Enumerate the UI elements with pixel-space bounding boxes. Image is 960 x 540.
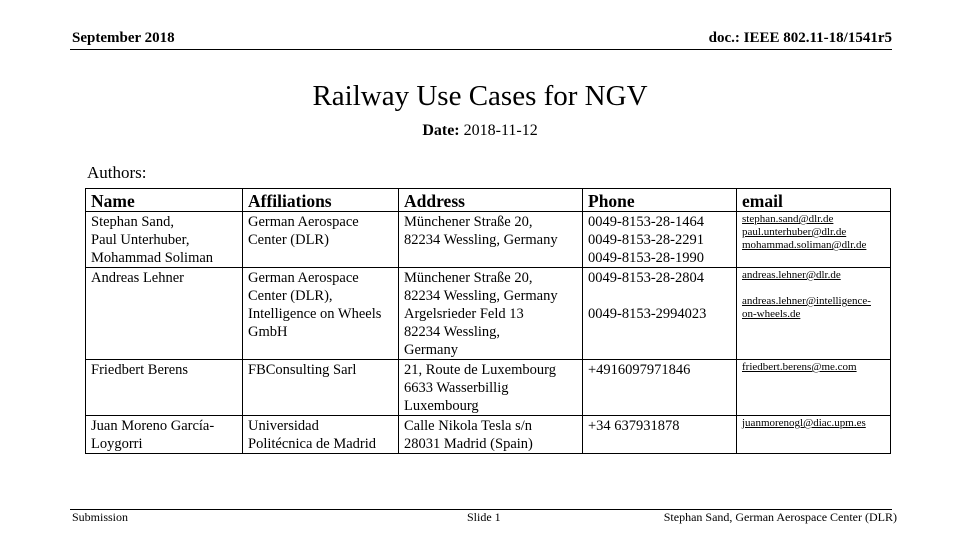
email-link[interactable]: paul.unterhuber@dlr.de	[742, 226, 847, 238]
header-rule	[70, 49, 892, 50]
cell-text: GmbH	[248, 324, 288, 340]
date-value: 2018-11-12	[463, 122, 538, 139]
cell-spacer	[588, 287, 733, 305]
column-header-email: email	[737, 189, 891, 212]
cell-text: Mohammad Soliman	[91, 250, 214, 266]
cell-phone	[583, 360, 737, 416]
cell-text: Germany	[404, 342, 458, 358]
cell-text: Argelsrieder Feld 13	[404, 306, 524, 322]
header-doc-id: doc.: IEEE 802.11-18/1541r5	[708, 30, 892, 46]
cell-text: Luxembourg	[404, 398, 479, 414]
cell-email	[737, 416, 891, 454]
cell-text: Andreas Lehner	[91, 270, 184, 286]
cell-address	[399, 416, 583, 454]
table-row	[86, 416, 891, 454]
header-date: September 2018	[72, 30, 175, 46]
cell-spacer	[742, 282, 887, 295]
cell-email	[737, 212, 891, 268]
column-header-name: Name	[86, 189, 243, 212]
footer-author: Stephan Sand, German Aerospace Center (DLR)	[663, 510, 897, 524]
date-label: Date:	[422, 122, 460, 139]
cell-text: 82234 Wessling, Germany	[404, 232, 558, 248]
cell-text: 0049-8153-28-1990	[588, 250, 704, 266]
cell-text: +34 637931878	[588, 418, 680, 434]
cell-email	[737, 268, 891, 360]
cell-email	[737, 360, 891, 416]
cell-text: Münchener Straße 20,	[404, 214, 533, 230]
cell-address	[399, 212, 583, 268]
authors-table	[85, 188, 891, 454]
cell-text: Politécnica de Madrid	[248, 436, 377, 452]
cell-text: 0049-8153-28-2804	[588, 270, 704, 286]
email-link[interactable]: mohammad.soliman@dlr.de	[742, 239, 867, 251]
cell-text: Loygorri	[91, 436, 143, 452]
cell-text: 28031 Madrid (Spain)	[404, 436, 533, 452]
slide-title: Railway Use Cases for NGV	[312, 80, 648, 112]
column-header-affiliations: Affiliations	[243, 189, 399, 212]
cell-affiliation	[243, 360, 399, 416]
cell-affiliation	[243, 268, 399, 360]
column-header-phone: Phone	[583, 189, 737, 212]
footer-submission: Submission	[72, 510, 129, 524]
cell-text: Universidad	[248, 418, 319, 434]
cell-text: +4916097971846	[588, 362, 691, 378]
cell-name	[86, 360, 243, 416]
cell-text: German Aerospace	[248, 214, 359, 230]
cell-text: Calle Nikola Tesla s/n	[404, 418, 532, 434]
cell-phone	[583, 268, 737, 360]
cell-text: Center (DLR),	[248, 288, 333, 304]
cell-phone	[583, 416, 737, 454]
email-link[interactable]: andreas.lehner@intelligence-	[742, 295, 871, 307]
cell-name	[86, 212, 243, 268]
cell-text: German Aerospace	[248, 270, 359, 286]
email-link[interactable]: juanmorenogl@diac.upm.es	[742, 417, 866, 429]
cell-text: 6633 Wasserbillig	[404, 380, 509, 396]
email-link[interactable]: friedbert.berens@me.com	[742, 361, 857, 373]
cell-text: 82234 Wessling, Germany	[404, 288, 558, 304]
cell-name	[86, 416, 243, 454]
table-row	[86, 360, 891, 416]
cell-phone	[583, 212, 737, 268]
cell-text: Friedbert Berens	[91, 362, 189, 378]
cell-address	[399, 268, 583, 360]
cell-text: Paul Unterhuber,	[91, 232, 190, 248]
table-row	[86, 212, 891, 268]
cell-text: Juan Moreno García-	[91, 418, 215, 434]
cell-affiliation	[243, 212, 399, 268]
cell-text: 0049-8153-28-2291	[588, 232, 704, 248]
column-header-address: Address	[399, 189, 583, 212]
cell-text: 0049-8153-28-1464	[588, 214, 704, 230]
table-header-row	[86, 189, 891, 212]
date-line	[0, 122, 960, 140]
cell-text: 0049-8153-2994023	[588, 306, 707, 322]
email-link[interactable]: andreas.lehner@dlr.de	[742, 269, 841, 281]
cell-text: Münchener Straße 20,	[404, 270, 533, 286]
footer-slide-number: Slide 1	[467, 510, 501, 524]
table-row	[86, 268, 891, 360]
email-link[interactable]: stephan.sand@dlr.de	[742, 213, 834, 225]
cell-text: 82234 Wessling,	[404, 324, 501, 340]
cell-text: Intelligence on Wheels	[248, 306, 382, 322]
cell-address	[399, 360, 583, 416]
cell-name	[86, 268, 243, 360]
cell-text: Stephan Sand,	[91, 214, 174, 230]
cell-affiliation	[243, 416, 399, 454]
cell-text: FBConsulting Sarl	[248, 362, 357, 378]
cell-text: 21, Route de Luxembourg	[404, 362, 556, 378]
email-link[interactable]: on-wheels.de	[742, 308, 801, 320]
authors-label: Authors:	[87, 163, 147, 182]
cell-text: Center (DLR)	[248, 232, 329, 248]
